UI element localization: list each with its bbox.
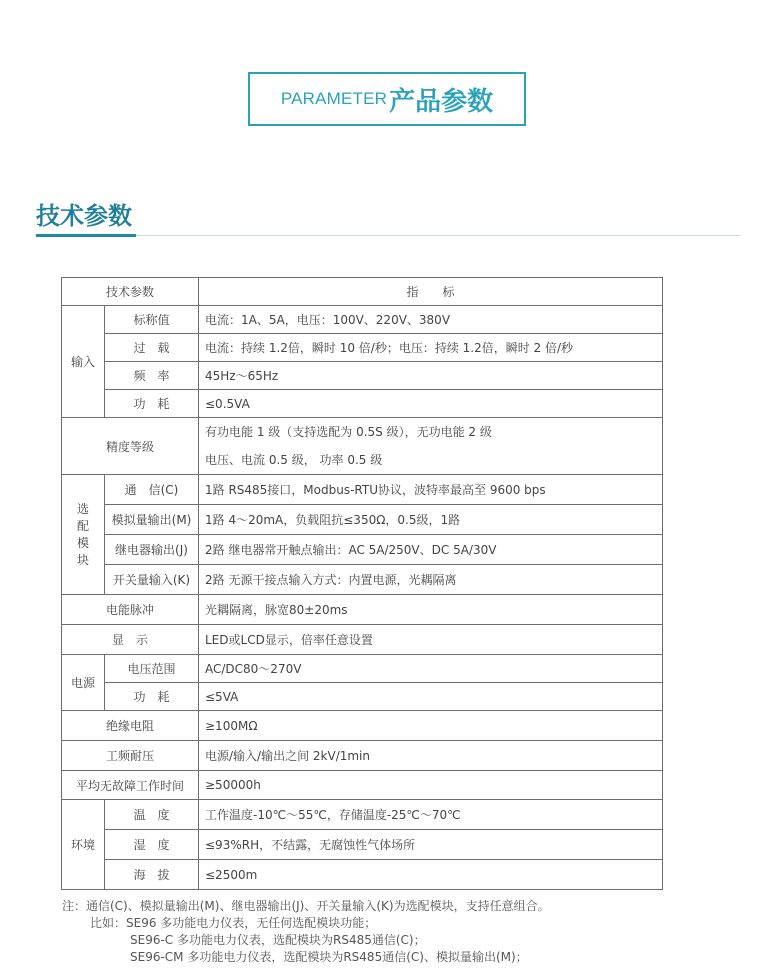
group-module-char: 模	[76, 535, 89, 550]
table-row	[62, 625, 663, 655]
spec-table	[61, 277, 663, 890]
table-row	[62, 475, 663, 505]
row-label: 温 度	[105, 800, 199, 830]
row-value: 电流：持续 1.2倍，瞬时 10 倍/秒；电压：持续 1.2倍，瞬时 2 倍/秒	[199, 334, 663, 362]
row-label: 工频耐压	[62, 741, 199, 771]
table-row	[62, 800, 663, 830]
section-divider-accent	[36, 234, 136, 237]
footnote	[62, 898, 550, 966]
row-label: 绝缘电阻	[62, 711, 199, 741]
parameter-header-badge	[248, 72, 526, 126]
row-value: ≤5VA	[199, 683, 663, 711]
group-input: 输入	[62, 306, 105, 418]
row-label: 通 信(C)	[105, 475, 199, 505]
row-value: ≥50000h	[199, 771, 663, 800]
row-value-multiline	[199, 418, 663, 475]
table-row	[62, 565, 663, 595]
table-header-row	[62, 278, 663, 306]
table-row	[62, 595, 663, 625]
table-row	[62, 362, 663, 390]
row-value: ≥100MΩ	[199, 711, 663, 741]
row-value: 45Hz～65Hz	[199, 362, 663, 390]
table-row	[62, 655, 663, 683]
row-value: 1路 4～20mA，负载阻抗≤350Ω，0.5级，1路	[199, 505, 663, 535]
section-divider	[36, 235, 740, 236]
table-row	[62, 418, 663, 475]
row-label: 模拟量输出(M)	[105, 505, 199, 535]
footnote-line: 注：通信(C)、模拟量输出(M)、继电器输出(J)、开关量输入(K)为选配模块，支持任意组合。	[62, 899, 550, 913]
group-power: 电源	[62, 655, 105, 711]
header-chinese: 产品参数	[389, 86, 494, 117]
row-value: ≤0.5VA	[199, 390, 663, 418]
group-module-char: 配	[76, 518, 89, 533]
row-label: 显 示	[62, 625, 199, 655]
table-row	[62, 306, 663, 334]
row-value: LED或LCD显示，倍率任意设置	[199, 625, 663, 655]
row-value: 1路 RS485接口，Modbus-RTU协议，波特率最高至 9600 bps	[199, 475, 663, 505]
header-index: 指 标	[199, 278, 663, 306]
row-value: 电源/输入/输出之间 2kV/1min	[199, 741, 663, 771]
row-label: 标称值	[105, 306, 199, 334]
table-row	[62, 771, 663, 800]
row-value: 2路 无源干接点输入方式：内置电源，光耦隔离	[199, 565, 663, 595]
row-label: 电压范围	[105, 655, 199, 683]
table-row	[62, 741, 663, 771]
row-label: 功 耗	[105, 390, 199, 418]
header-english: PARAMETER	[280, 89, 388, 108]
header-param: 技术参数	[62, 278, 199, 306]
group-module-char: 块	[76, 552, 89, 567]
section-title: 技术参数	[36, 202, 132, 230]
group-module-char: 选	[76, 501, 89, 516]
row-label: 继电器输出(J)	[105, 535, 199, 565]
table-row	[62, 830, 663, 860]
row-label: 湿 度	[105, 830, 199, 860]
row-value: ≤2500m	[199, 860, 663, 890]
row-value: ≤93%RH，不结露，无腐蚀性气体场所	[199, 830, 663, 860]
row-label: 电能脉冲	[62, 595, 199, 625]
table-row	[62, 505, 663, 535]
table-row	[62, 535, 663, 565]
row-value: 电流：1A、5A，电压：100V、220V、380V	[199, 306, 663, 334]
table-row	[62, 334, 663, 362]
footnote-line: SE96-CM 多功能电力仪表，选配模块为RS485通信(C)、模拟量输出(M)；	[130, 950, 528, 964]
row-label: 频 率	[105, 362, 199, 390]
footnote-line: 比如：SE96 多功能电力仪表，无任何选配模块功能；	[90, 916, 377, 930]
group-env: 环境	[62, 800, 105, 890]
row-label: 平均无故障工作时间	[62, 771, 199, 800]
row-value: AC/DC80～270V	[199, 655, 663, 683]
row-label: 功 耗	[105, 683, 199, 711]
row-value: 光耦隔离，脉宽80±20ms	[199, 595, 663, 625]
accuracy-line-1: 有功电能 1 级（支持选配为 0.5S 级），无功电能 2 级	[205, 425, 492, 439]
row-label: 过 载	[105, 334, 199, 362]
accuracy-line-2: 电压、电流 0.5 级， 功率 0.5 级	[205, 453, 383, 467]
row-label: 开关量输入(K)	[105, 565, 199, 595]
table-row	[62, 390, 663, 418]
row-value: 2路 继电器常开触点输出：AC 5A/250V、DC 5A/30V	[199, 535, 663, 565]
row-label: 海 拔	[105, 860, 199, 890]
group-module	[62, 475, 105, 595]
row-value: 工作温度-10℃～55℃，存储温度-25℃～70℃	[199, 800, 663, 830]
table-row	[62, 683, 663, 711]
table-row	[62, 860, 663, 890]
row-label: 精度等级	[62, 418, 199, 475]
footnote-line: SE96-C 多功能电力仪表，选配模块为RS485通信(C)；	[130, 933, 426, 947]
table-row	[62, 711, 663, 741]
